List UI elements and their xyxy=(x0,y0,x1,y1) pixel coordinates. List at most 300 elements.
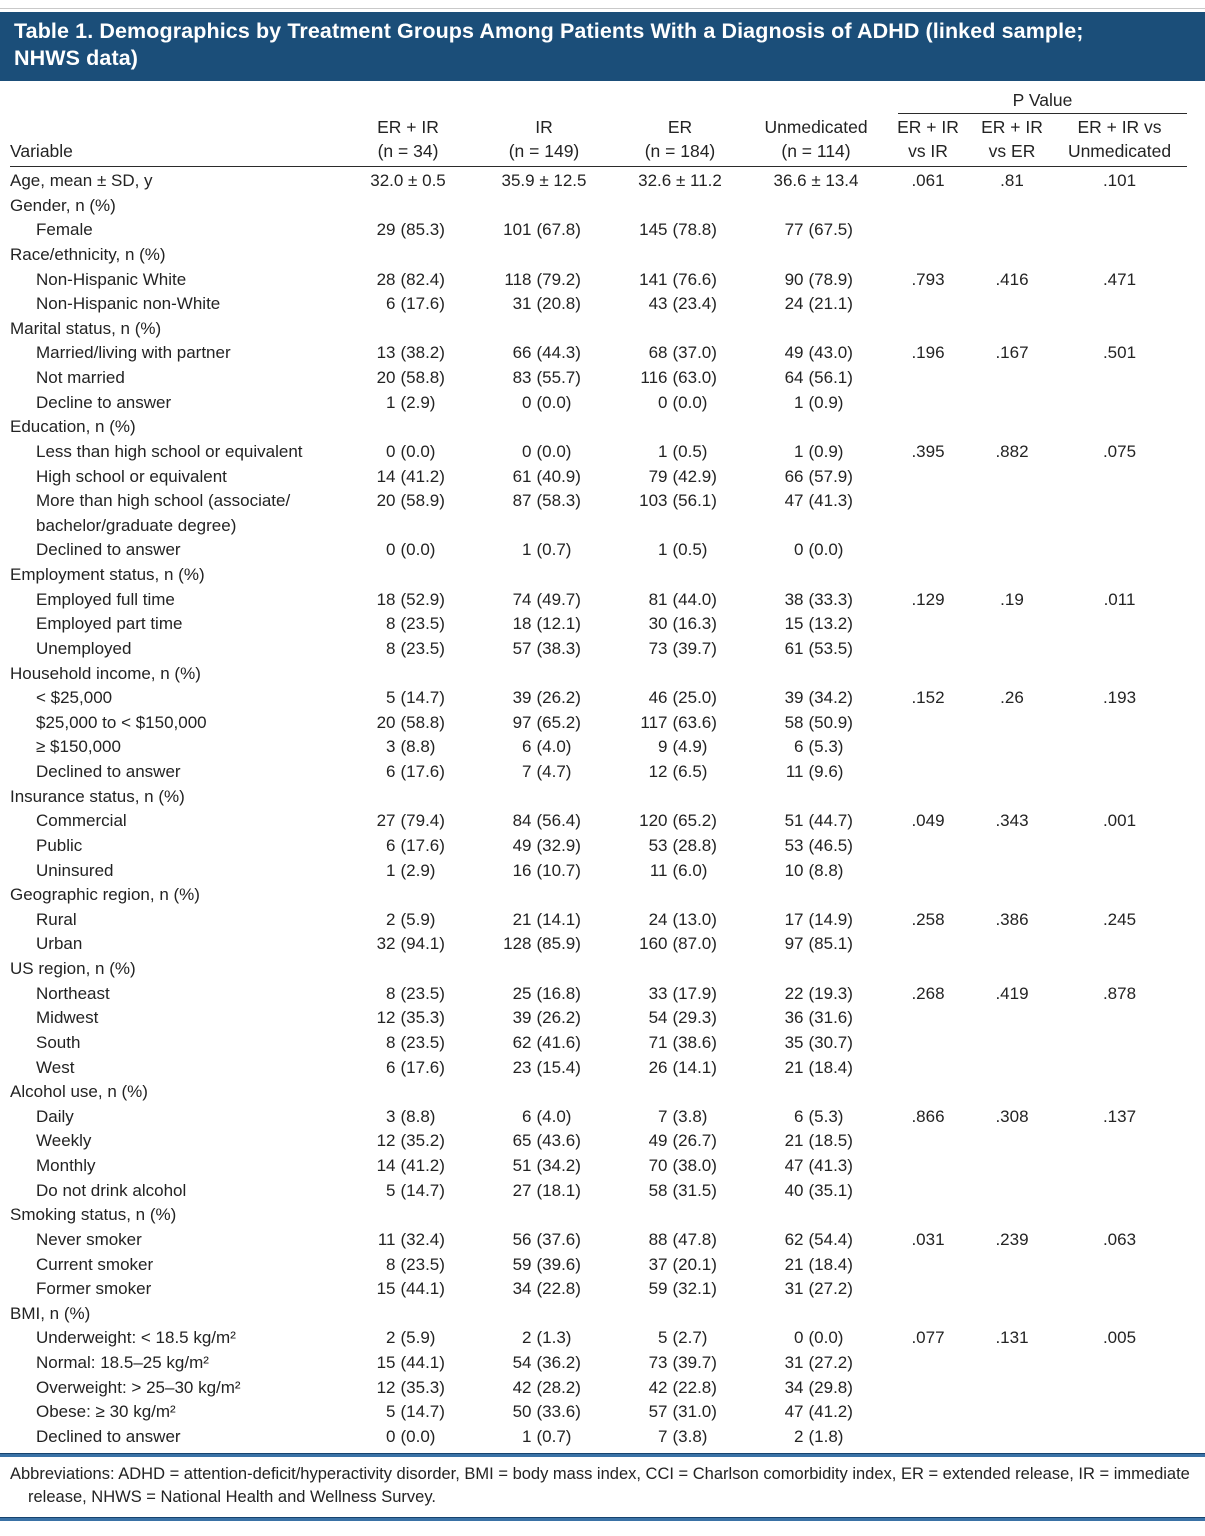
value-count: 11 xyxy=(785,762,804,781)
value-percent: (23.5) xyxy=(400,1032,445,1052)
value-cell xyxy=(748,932,884,957)
row-label xyxy=(10,1277,340,1302)
value-cell xyxy=(612,1326,748,1351)
value-cell xyxy=(340,1056,476,1081)
row-label-line1: ≥ $150,000 xyxy=(36,737,121,757)
value-cell xyxy=(748,1129,884,1154)
value-cell xyxy=(748,760,884,785)
value-count: 8 xyxy=(386,1254,396,1274)
p-value-cell: .19 xyxy=(1000,589,1024,609)
row-label-line1: West xyxy=(36,1057,75,1077)
value-count: 20 xyxy=(376,368,396,387)
value-cell xyxy=(748,711,884,736)
value-percent: (23.5) xyxy=(400,983,445,1003)
value-cell xyxy=(748,1425,884,1450)
p-value-cell: .81 xyxy=(1000,171,1024,190)
row-label-line1: Underweight: < 18.5 kg/m² xyxy=(36,1328,236,1348)
p-value-cell: .258 xyxy=(911,909,945,929)
value-percent: (8.8) xyxy=(400,737,436,757)
value-count: 83 xyxy=(512,368,532,387)
value-percent: (38.6) xyxy=(672,1032,717,1052)
p-value-cell: .077 xyxy=(911,1328,945,1348)
value-cell xyxy=(340,834,476,859)
value-percent: (26.2) xyxy=(536,1008,581,1028)
value-cell xyxy=(340,1031,476,1056)
row-label xyxy=(10,859,340,884)
value-percent: (2.9) xyxy=(400,392,436,412)
value-cell xyxy=(476,1400,612,1425)
value-cell xyxy=(340,391,476,416)
value-count: 49 xyxy=(784,343,804,363)
value-percent: (29.3) xyxy=(672,1008,717,1028)
value-percent: (0.7) xyxy=(536,1426,572,1446)
row-label-line1: Alcohol use, n (%) xyxy=(10,1082,148,1102)
value-cell xyxy=(340,341,476,366)
row-label xyxy=(10,809,340,834)
value-percent: (4.7) xyxy=(536,762,572,781)
value-percent: (56.1) xyxy=(672,491,717,511)
value-count: 68 xyxy=(648,343,668,363)
row-label-line1: Uninsured xyxy=(36,860,114,880)
row-label xyxy=(10,243,340,268)
table-row xyxy=(10,686,1187,711)
value-cell xyxy=(340,1351,476,1376)
value-cell xyxy=(340,538,476,563)
value-count: 145 xyxy=(639,220,668,240)
value-count: 13 xyxy=(376,343,396,363)
value-cell xyxy=(748,341,884,366)
value-count: 21 xyxy=(784,1254,804,1274)
table-row xyxy=(10,612,1187,637)
table-row xyxy=(10,538,1187,563)
value-percent: (65.2) xyxy=(536,712,581,732)
value-count: 1 xyxy=(522,1426,532,1446)
value-percent: (14.1) xyxy=(672,1057,717,1077)
table-row xyxy=(10,760,1187,785)
value-count: 1 xyxy=(658,441,668,461)
pvalue-column-header xyxy=(972,116,1052,163)
value-percent: (6.0) xyxy=(672,860,708,880)
group-column-header xyxy=(340,116,476,163)
value-count: 27 xyxy=(376,811,396,831)
value-cell xyxy=(612,1031,748,1056)
value-cell xyxy=(748,218,884,243)
value-percent: (41.2) xyxy=(400,466,445,486)
value-count: 21 xyxy=(784,1131,804,1151)
value-count: 1 xyxy=(658,540,668,560)
value-cell xyxy=(476,711,612,736)
value-cell xyxy=(612,1425,748,1450)
value-percent: (31.5) xyxy=(672,1180,717,1200)
value-count: 53 xyxy=(784,835,804,855)
value-count: 43 xyxy=(648,294,668,314)
p-value-cell: .26 xyxy=(1000,688,1024,708)
table-row xyxy=(10,1253,1187,1278)
value-percent: (34.2) xyxy=(808,688,853,708)
value-cell xyxy=(612,1376,748,1401)
value-percent: (41.6) xyxy=(536,1032,581,1052)
value-percent: (85.9) xyxy=(536,934,581,954)
value-count: 141 xyxy=(639,269,668,289)
pvalue-header-line2: vs ER xyxy=(988,140,1036,161)
p-value-cell: .131 xyxy=(995,1328,1029,1348)
value-count: 0 xyxy=(658,392,668,412)
section-row xyxy=(10,243,1187,268)
row-label xyxy=(10,169,340,194)
value-count: 1 xyxy=(522,540,532,560)
value-count: 15 xyxy=(784,614,804,634)
value-percent: (67.8) xyxy=(536,220,581,240)
row-label xyxy=(10,908,340,933)
row-label-line1: Declined to answer xyxy=(36,1426,181,1446)
value-cell xyxy=(340,809,476,834)
row-label xyxy=(10,982,340,1007)
value-cell xyxy=(748,1031,884,1056)
row-label-line1: Insurance status, n (%) xyxy=(10,786,185,806)
value-cell xyxy=(612,735,748,760)
row-label-line1: Normal: 18.5–25 kg/m² xyxy=(36,1353,209,1372)
row-label-line1: Employment status, n (%) xyxy=(10,565,205,584)
value-count: 73 xyxy=(648,1353,668,1372)
value-percent: (76.6) xyxy=(672,269,717,289)
value-percent: (56.4) xyxy=(536,811,581,831)
row-label-line1: Employed part time xyxy=(36,614,183,634)
row-label-line1: Not married xyxy=(36,368,125,387)
value-count: 0 xyxy=(794,1328,804,1348)
value-count: 35 xyxy=(784,1032,804,1052)
value-percent: (14.7) xyxy=(400,688,445,708)
bottom-rule xyxy=(0,1517,1205,1521)
table-row xyxy=(10,1179,1187,1204)
value-cell xyxy=(340,711,476,736)
value-count: 18 xyxy=(376,589,396,609)
value-percent: (14.1) xyxy=(536,909,581,929)
value-cell: 32.0 ± 0.5 xyxy=(370,171,446,190)
value-percent: (49.7) xyxy=(536,589,581,609)
p-value-cell: .049 xyxy=(911,811,945,831)
value-percent: (35.3) xyxy=(400,1377,445,1397)
value-count: 5 xyxy=(658,1328,668,1348)
value-cell xyxy=(612,1056,748,1081)
value-cell xyxy=(612,1277,748,1302)
value-cell xyxy=(612,637,748,662)
value-percent: (22.8) xyxy=(536,1279,581,1299)
value-count: 62 xyxy=(784,1229,804,1249)
value-percent: (58.8) xyxy=(400,712,445,732)
value-cell xyxy=(748,366,884,391)
table-row xyxy=(10,341,1187,366)
value-count: 17 xyxy=(784,909,804,929)
value-percent: (18.4) xyxy=(808,1254,853,1274)
p-value-cell: .343 xyxy=(995,811,1029,831)
row-label-line1: South xyxy=(36,1032,81,1052)
table-row xyxy=(10,735,1187,760)
value-cell xyxy=(748,1179,884,1204)
group-header-line1: Unmedicated xyxy=(764,117,868,137)
row-label-line1: Geographic region, n (%) xyxy=(10,885,200,905)
row-label xyxy=(10,711,340,736)
row-label xyxy=(10,735,340,760)
value-count: 1 xyxy=(794,441,804,461)
value-cell xyxy=(612,1006,748,1031)
value-count: 25 xyxy=(512,983,532,1003)
value-percent: (58.9) xyxy=(400,491,445,511)
value-cell xyxy=(612,489,748,514)
value-percent: (33.3) xyxy=(808,589,853,609)
value-cell xyxy=(476,908,612,933)
section-row xyxy=(10,957,1187,982)
pvalue-label: P Value xyxy=(1012,90,1073,110)
row-label xyxy=(10,883,340,908)
section-row xyxy=(10,1203,1187,1228)
table-row xyxy=(10,809,1187,834)
row-label xyxy=(10,957,340,982)
value-percent: (82.4) xyxy=(400,269,445,289)
row-label xyxy=(10,1400,340,1425)
value-cell xyxy=(340,932,476,957)
value-percent: (35.1) xyxy=(808,1180,853,1200)
row-label-line1: Public xyxy=(36,835,83,855)
value-count: 1 xyxy=(386,860,396,880)
value-count: 24 xyxy=(648,909,668,929)
row-label xyxy=(10,465,340,490)
row-label xyxy=(10,538,340,563)
value-count: 34 xyxy=(512,1279,532,1299)
value-percent: (20.8) xyxy=(536,294,581,314)
row-label xyxy=(10,489,340,538)
value-percent: (56.1) xyxy=(808,368,853,387)
pvalue-header-line2: Unmedicated xyxy=(1067,140,1172,161)
table-row xyxy=(10,1154,1187,1179)
pvalue-header-line1: ER + IR xyxy=(897,117,959,137)
value-cell xyxy=(476,1277,612,1302)
value-percent: (54.4) xyxy=(808,1229,853,1249)
value-count: 90 xyxy=(784,269,804,289)
value-cell xyxy=(612,1154,748,1179)
value-percent: (0.7) xyxy=(536,540,572,560)
table-row xyxy=(10,1031,1187,1056)
group-header-line1: ER xyxy=(667,117,693,137)
value-count: 30 xyxy=(648,614,668,634)
group-column-header xyxy=(476,116,612,163)
value-cell xyxy=(748,1376,884,1401)
value-cell xyxy=(476,489,612,514)
value-cell xyxy=(476,588,612,613)
value-percent: (79.4) xyxy=(400,811,445,831)
value-count: 11 xyxy=(377,1229,396,1249)
value-cell xyxy=(476,341,612,366)
value-cell xyxy=(476,735,612,760)
row-label xyxy=(10,218,340,243)
value-count: 50 xyxy=(512,1402,532,1422)
value-count: 97 xyxy=(784,934,804,954)
value-cell xyxy=(476,292,612,317)
value-count: 0 xyxy=(386,540,396,560)
value-cell xyxy=(748,391,884,416)
value-count: 66 xyxy=(512,343,532,363)
value-count: 32 xyxy=(376,934,396,954)
value-percent: (23.5) xyxy=(400,638,445,658)
table-row xyxy=(10,1376,1187,1401)
value-count: 64 xyxy=(784,368,804,387)
value-percent: (58.8) xyxy=(400,368,445,387)
value-cell xyxy=(476,1105,612,1130)
value-count: 29 xyxy=(376,220,396,240)
value-cell xyxy=(476,1129,612,1154)
value-percent: (1.3) xyxy=(536,1328,572,1348)
pvalue-column-header xyxy=(884,116,972,163)
value-percent: (29.8) xyxy=(808,1377,853,1397)
value-count: 26 xyxy=(648,1057,668,1077)
value-percent: (39.7) xyxy=(672,1353,717,1372)
value-count: 54 xyxy=(648,1008,668,1028)
value-count: 97 xyxy=(512,712,532,732)
row-label xyxy=(10,366,340,391)
row-label-line1: Do not drink alcohol xyxy=(36,1180,187,1200)
value-cell xyxy=(748,1105,884,1130)
value-count: 31 xyxy=(512,294,532,314)
value-percent: (0.0) xyxy=(808,1328,844,1348)
value-cell xyxy=(476,809,612,834)
row-label-line1: Decline to answer xyxy=(36,392,172,412)
value-count: 12 xyxy=(376,1377,396,1397)
value-count: 2 xyxy=(794,1426,804,1446)
value-cell xyxy=(476,1326,612,1351)
value-percent: (0.0) xyxy=(536,441,572,461)
value-cell xyxy=(748,588,884,613)
value-count: 74 xyxy=(512,589,532,609)
value-cell xyxy=(748,809,884,834)
value-percent: (26.7) xyxy=(672,1131,717,1151)
row-label xyxy=(10,834,340,859)
table-row xyxy=(10,932,1187,957)
value-count: 65 xyxy=(512,1131,532,1151)
row-label-line1: Gender, n (%) xyxy=(10,195,116,215)
value-percent: (0.5) xyxy=(672,441,708,461)
value-count: 15 xyxy=(376,1353,396,1372)
row-label-line1: US region, n (%) xyxy=(10,959,136,978)
group-column-header xyxy=(748,116,884,163)
p-value-cell: .882 xyxy=(995,441,1029,461)
value-percent: (44.0) xyxy=(672,589,717,609)
row-label-line1: Northeast xyxy=(36,983,110,1003)
value-percent: (40.9) xyxy=(536,466,581,486)
table-row xyxy=(10,268,1187,293)
p-value-cell: .001 xyxy=(1102,811,1137,831)
value-cell xyxy=(340,1105,476,1130)
value-percent: (41.3) xyxy=(808,1156,853,1175)
section-row xyxy=(10,883,1187,908)
value-percent: (46.5) xyxy=(808,835,853,855)
value-count: 51 xyxy=(784,811,804,831)
value-cell xyxy=(340,1253,476,1278)
pvalue-column-header xyxy=(1052,116,1187,163)
value-percent: (4.9) xyxy=(672,737,708,757)
value-cell xyxy=(748,268,884,293)
value-percent: (23.5) xyxy=(400,614,445,634)
value-percent: (65.2) xyxy=(672,811,717,831)
value-count: 36 xyxy=(784,1008,804,1028)
value-count: 9 xyxy=(658,737,668,757)
value-cell xyxy=(612,341,748,366)
value-cell xyxy=(612,538,748,563)
value-cell xyxy=(612,1253,748,1278)
value-cell xyxy=(476,366,612,391)
value-cell xyxy=(748,908,884,933)
row-label xyxy=(10,317,340,342)
value-cell xyxy=(748,292,884,317)
row-label-line2: bachelor/graduate degree) xyxy=(36,515,237,535)
value-percent: (35.3) xyxy=(400,1008,445,1028)
table-row xyxy=(10,1006,1187,1031)
row-label-line1: Race/ethnicity, n (%) xyxy=(10,244,166,264)
value-count: 31 xyxy=(784,1279,804,1299)
value-percent: (44.3) xyxy=(536,343,581,363)
value-count: 59 xyxy=(648,1279,668,1299)
value-count: 8 xyxy=(386,614,396,634)
value-percent: (41.2) xyxy=(808,1402,853,1422)
value-percent: (0.0) xyxy=(400,441,436,461)
value-count: 15 xyxy=(376,1279,396,1299)
table-row xyxy=(10,1326,1187,1351)
value-cell xyxy=(612,465,748,490)
value-cell xyxy=(476,218,612,243)
table-row xyxy=(10,1351,1187,1376)
value-percent: (0.5) xyxy=(672,540,708,560)
row-label-line1: $25,000 to < $150,000 xyxy=(36,712,207,732)
value-cell xyxy=(612,859,748,884)
value-cell xyxy=(748,1154,884,1179)
value-count: 24 xyxy=(784,294,804,314)
value-percent: (15.4) xyxy=(536,1057,581,1077)
row-label xyxy=(10,563,340,588)
row-label-line1: Declined to answer xyxy=(36,762,181,781)
value-cell xyxy=(612,292,748,317)
value-percent: (17.6) xyxy=(400,762,445,781)
row-label xyxy=(10,1376,340,1401)
value-count: 160 xyxy=(639,934,668,954)
p-value-cell: .268 xyxy=(911,983,945,1003)
value-count: 6 xyxy=(386,835,396,855)
value-percent: (38.2) xyxy=(400,343,445,363)
value-cell xyxy=(612,268,748,293)
value-percent: (4.0) xyxy=(536,1106,572,1126)
table-row xyxy=(10,1228,1187,1253)
value-count: 11 xyxy=(649,860,668,880)
value-cell xyxy=(612,711,748,736)
value-count: 2 xyxy=(386,1328,396,1348)
value-percent: (17.6) xyxy=(400,835,445,855)
value-cell xyxy=(748,1228,884,1253)
row-label xyxy=(10,1105,340,1130)
value-cell: 36.6 ± 13.4 xyxy=(773,171,859,190)
value-cell xyxy=(748,440,884,465)
table-row xyxy=(10,637,1187,662)
value-cell xyxy=(476,1351,612,1376)
value-cell xyxy=(340,686,476,711)
row-label-line1: < $25,000 xyxy=(36,688,113,708)
row-label xyxy=(10,391,340,416)
value-cell xyxy=(340,268,476,293)
value-cell xyxy=(476,268,612,293)
value-percent: (52.9) xyxy=(400,589,445,609)
row-label xyxy=(10,637,340,662)
row-label xyxy=(10,785,340,810)
table-row xyxy=(10,391,1187,416)
value-count: 8 xyxy=(386,638,396,658)
value-percent: (39.7) xyxy=(672,638,717,658)
value-count: 1 xyxy=(386,392,396,412)
